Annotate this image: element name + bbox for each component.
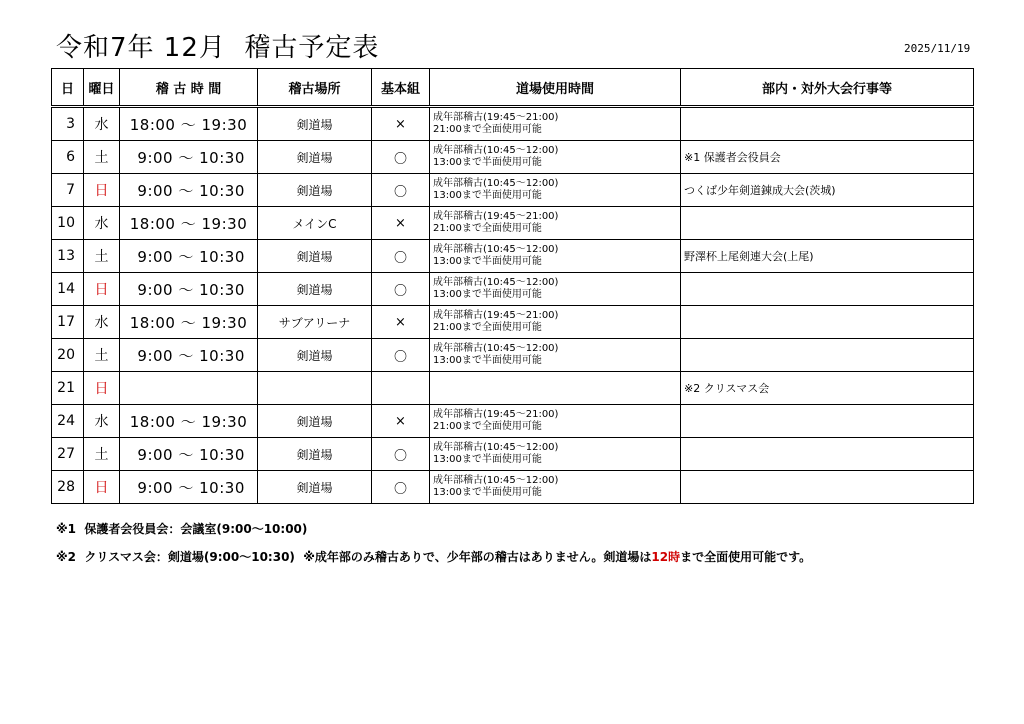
kihon-cell: 〇 — [372, 240, 430, 273]
dojo-usage-line-1: 成年部稽古(10:45～12:00) — [433, 178, 559, 189]
table-row — [52, 174, 974, 207]
dojo-usage-cell — [430, 339, 681, 372]
dojo-usage-line-1: 成年部稽古(10:45～12:00) — [433, 442, 559, 453]
weekday-cell: 水 — [84, 107, 120, 141]
weekday-cell: 土 — [84, 438, 120, 471]
kihon-cell: 〇 — [372, 339, 430, 372]
practice-place-cell: メインC — [258, 207, 372, 240]
practice-time-cell: 9:00 ～ 10:30 — [120, 339, 258, 372]
event-cell: つくば少年剣道錬成大会(茨城) — [681, 174, 974, 207]
table-row — [52, 273, 974, 306]
kihon-cell: 〇 — [372, 273, 430, 306]
dojo-usage-cell — [430, 174, 681, 207]
practice-time-cell: 9:00 ～ 10:30 — [120, 141, 258, 174]
event-cell: ※1 保護者会役員会 — [681, 141, 974, 174]
weekday-cell: 土 — [84, 240, 120, 273]
dojo-usage-line-2: 13:00まで半面使用可能 — [433, 157, 542, 168]
dojo-usage-line-1: 成年部稽古(10:45～12:00) — [433, 277, 559, 288]
schedule-table — [51, 68, 974, 504]
footnote-2-tail: まで全面使用可能です。 — [680, 550, 812, 564]
table-row — [52, 471, 974, 504]
dojo-usage-line-2: 13:00まで半面使用可能 — [433, 190, 542, 201]
dojo-usage-line-1: 成年部稽古(19:45～21:00) — [433, 409, 559, 420]
dojo-usage-cell — [430, 207, 681, 240]
day-cell: 17 — [52, 306, 84, 339]
practice-place-cell: 剣道場 — [258, 438, 372, 471]
day-cell: 21 — [52, 372, 84, 405]
table-row — [52, 339, 974, 372]
dojo-usage-cell — [430, 273, 681, 306]
weekday-cell: 日 — [84, 174, 120, 207]
dojo-usage-cell — [430, 141, 681, 174]
event-cell — [681, 405, 974, 438]
weekday-cell: 土 — [84, 339, 120, 372]
dojo-usage-cell — [430, 306, 681, 339]
event-cell: ※2 クリスマス会 — [681, 372, 974, 405]
practice-place-cell — [258, 372, 372, 405]
dojo-usage-line-1: 成年部稽古(19:45～21:00) — [433, 211, 559, 222]
practice-time-cell: 18:00 ～ 19:30 — [120, 306, 258, 339]
header-kihon: 基本組 — [372, 69, 430, 107]
weekday-cell: 水 — [84, 405, 120, 438]
event-cell — [681, 273, 974, 306]
kihon-cell: 〇 — [372, 471, 430, 504]
dojo-usage-line-1: 成年部稽古(10:45～12:00) — [433, 145, 559, 156]
dojo-usage-line-1: 成年部稽古(19:45～21:00) — [433, 310, 559, 321]
day-cell: 10 — [52, 207, 84, 240]
kihon-cell — [372, 372, 430, 405]
event-cell — [681, 339, 974, 372]
table-row — [52, 240, 974, 273]
dojo-usage-cell — [430, 372, 681, 405]
issue-date: 2025/11/19 — [904, 42, 971, 55]
weekday-cell: 日 — [84, 471, 120, 504]
practice-place-cell: 剣道場 — [258, 141, 372, 174]
day-cell: 28 — [52, 471, 84, 504]
practice-place-cell: 剣道場 — [258, 273, 372, 306]
dojo-usage-line-1: 成年部稽古(10:45～12:00) — [433, 475, 559, 486]
dojo-usage-line-2: 13:00まで半面使用可能 — [433, 487, 542, 498]
footnote-2 — [56, 548, 811, 565]
practice-time-cell: 9:00 ～ 10:30 — [120, 240, 258, 273]
practice-time-cell: 9:00 ～ 10:30 — [120, 471, 258, 504]
table-row — [52, 372, 974, 405]
day-cell: 20 — [52, 339, 84, 372]
table-header-row — [52, 69, 974, 107]
header-weekday: 曜日 — [84, 69, 120, 107]
practice-place-cell: 剣道場 — [258, 339, 372, 372]
header-day: 日 — [52, 69, 84, 107]
weekday-cell: 水 — [84, 306, 120, 339]
dojo-usage-line-2: 21:00まで全面使用可能 — [433, 421, 542, 432]
practice-place-cell: 剣道場 — [258, 405, 372, 438]
practice-time-cell: 18:00 ～ 19:30 — [120, 405, 258, 438]
kihon-cell: × — [372, 107, 430, 141]
header-dojo-usage: 道場使用時間 — [430, 69, 681, 107]
table-row — [52, 107, 974, 141]
day-cell: 27 — [52, 438, 84, 471]
dojo-usage-cell — [430, 405, 681, 438]
day-cell: 14 — [52, 273, 84, 306]
table-row — [52, 438, 974, 471]
dojo-usage-cell — [430, 240, 681, 273]
day-cell: 13 — [52, 240, 84, 273]
practice-time-cell: 18:00 ～ 19:30 — [120, 107, 258, 141]
weekday-cell: 日 — [84, 273, 120, 306]
dojo-usage-line-2: 21:00まで全面使用可能 — [433, 223, 542, 234]
kihon-cell: × — [372, 207, 430, 240]
footnote-1: ※1 保護者会役員会：会議室(9:00～10:00) — [56, 522, 308, 536]
table-row — [52, 207, 974, 240]
footnote-2-highlight: 12時 — [651, 550, 681, 564]
practice-time-cell: 9:00 ～ 10:30 — [120, 438, 258, 471]
dojo-usage-line-2: 21:00まで全面使用可能 — [433, 322, 542, 333]
day-cell: 3 — [52, 107, 84, 141]
kihon-cell: 〇 — [372, 438, 430, 471]
weekday-cell: 日 — [84, 372, 120, 405]
header-time: 稽 古 時 間 — [120, 69, 258, 107]
kihon-cell: × — [372, 306, 430, 339]
practice-place-cell: サブアリーナ — [258, 306, 372, 339]
dojo-usage-cell — [430, 471, 681, 504]
practice-place-cell: 剣道場 — [258, 107, 372, 141]
dojo-usage-line-1: 成年部稽古(10:45～12:00) — [433, 343, 559, 354]
table-row — [52, 306, 974, 339]
header-events: 部内・対外大会行事等 — [681, 69, 974, 107]
weekday-cell: 土 — [84, 141, 120, 174]
practice-place-cell: 剣道場 — [258, 174, 372, 207]
dojo-usage-cell — [430, 438, 681, 471]
table-row — [52, 141, 974, 174]
practice-time-cell: 9:00 ～ 10:30 — [120, 174, 258, 207]
day-cell: 6 — [52, 141, 84, 174]
day-cell: 24 — [52, 405, 84, 438]
dojo-usage-line-1: 成年部稽古(10:45～12:00) — [433, 244, 559, 255]
dojo-usage-line-1: 成年部稽古(19:45～21:00) — [433, 112, 559, 123]
kihon-cell: 〇 — [372, 141, 430, 174]
event-cell — [681, 107, 974, 141]
dojo-usage-line-2: 21:00まで全面使用可能 — [433, 124, 542, 135]
kihon-cell: 〇 — [372, 174, 430, 207]
practice-place-cell: 剣道場 — [258, 471, 372, 504]
footnote-2-text: ※2 クリスマス会：剣道場(9:00～10:30) ※成年部のみ稽古ありで、少年部の稽古はありません。剣道場は — [56, 550, 652, 564]
event-cell: 野澤杯上尾剣連大会(上尾) — [681, 240, 974, 273]
header-place: 稽古場所 — [258, 69, 372, 107]
schedule-body — [52, 107, 974, 504]
dojo-usage-line-2: 13:00まで半面使用可能 — [433, 256, 542, 267]
dojo-usage-cell — [430, 107, 681, 141]
practice-time-cell: 9:00 ～ 10:30 — [120, 273, 258, 306]
event-cell — [681, 471, 974, 504]
event-cell — [681, 306, 974, 339]
table-row — [52, 405, 974, 438]
practice-time-cell: 18:00 ～ 19:30 — [120, 207, 258, 240]
weekday-cell: 水 — [84, 207, 120, 240]
page-title: 令和7年 12月 稽古予定表 — [56, 33, 380, 63]
dojo-usage-line-2: 13:00まで半面使用可能 — [433, 355, 542, 366]
dojo-usage-line-2: 13:00まで半面使用可能 — [433, 289, 542, 300]
dojo-usage-line-2: 13:00まで半面使用可能 — [433, 454, 542, 465]
day-cell: 7 — [52, 174, 84, 207]
practice-place-cell: 剣道場 — [258, 240, 372, 273]
practice-time-cell — [120, 372, 258, 405]
kihon-cell: × — [372, 405, 430, 438]
event-cell — [681, 207, 974, 240]
event-cell — [681, 438, 974, 471]
